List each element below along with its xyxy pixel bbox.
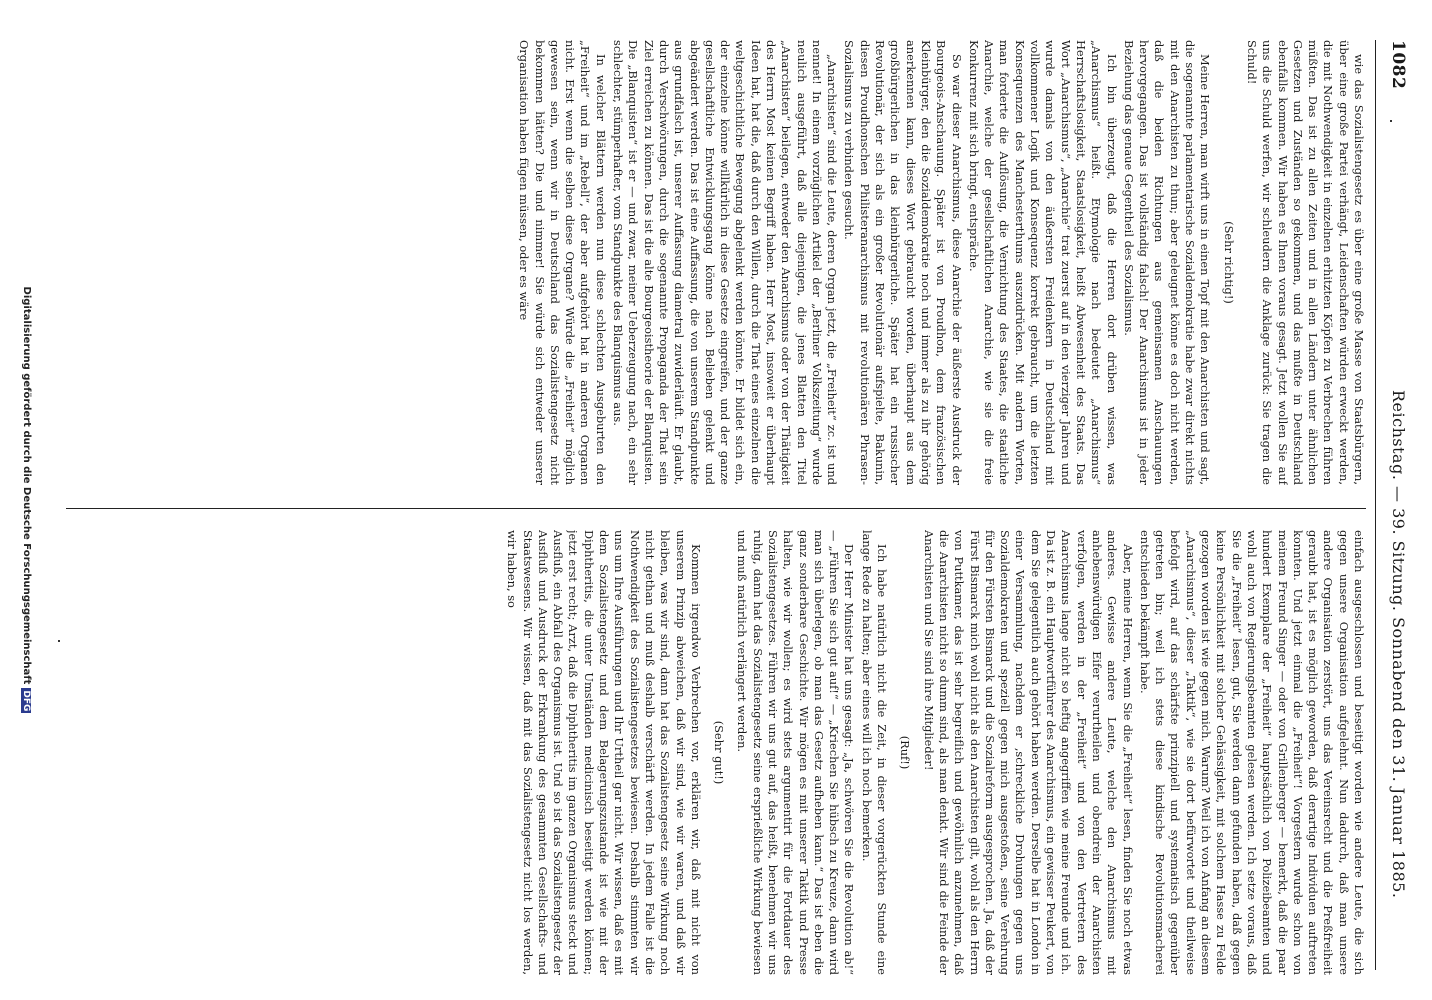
paragraph: So war dieser Anarchismus, diese Anarchie der äußerste Ausdruck der Bourgeois-Anschauung. Später ist von Proudhon, dem französischen Kleinbürger, den die Sozialdemokratie noch und immer als zu ihr gehörig anerkennen kann, dieses Wort gebraucht worden, überhaupt aus dem großbürgerlichen in das kleinbürgerliche. Später hat ein russischer Revolutionär, der sich als ein großer Revolutionär aufspielte, Bakunin, diesen Proudhonschen Philisteranarchismus mit revolutionären Phrasen-Sozialismus zu verbinden gesucht. bbox=[842, 40, 964, 485]
paragraph: wie das Sozialistengesetz es über eine große Masse von Staatsbürgern, über eine große Partei verhängt, Leidenschaften würden erweckt werden, die mit Nothwendigkeit in einzelnen erhitzten Köpfen zu Verbrechen führen müßten. Das ist zu allen Zeiten und in allen Ländern unter ähnlichen Gesetzen und Zuständen so gekommen, und das mußte in Deutschland ebenfalls kommen. Wir haben es Ihnen voraus gesagt. Jetzt wollen Sie auf uns die Schuld werfen, wir schleudern die Anklage zurück: Sie tragen die Schuld! bbox=[1244, 40, 1366, 485]
column-divider bbox=[66, 508, 1366, 509]
text-column-left bbox=[56, 40, 1366, 485]
paragraph: einfach ausgeschlossen und beseitigt worden wie andere Leute, die sich gegen unsere Organisation aufgelehnt. Nun dadurch, daß man unsere andere Organisation zerstört, uns das Vereinsrecht und die Preßfreiheit geraubt hat, ist es möglich geworden, daß derartige Individuen auftreten konnten. Und jetzt einmal die „Freiheit“! Vorgestern wurde schon von meinem Freund Singer — oder von Grillenberger — bemerkt, daß die paar hundert Exemplare der „Freiheit“ hauptsächlich von Polizeibeamten und wohl auch von Regierungsbeamten gelesen werden. Ich setze voraus, daß Sie die „Freiheit“ lesen, gut, Sie werden dann gefunden haben, daß gegen keine Persönlichkeit mit solcher Gehässigkeit, mit solchem Hasse zu Felde gezogen worden ist wie gegen mich. Warum? Weil ich von Anfang an diesem „Anarchismus“, dieser „Taktik“, wie sie dort befürwortet und theilweise befolgt wird, auf das schärfste prinzipiell und systematisch gegenüber getreten bin; weil ich stets diese kindische Revolutionsmacherei entschieden bekämpft habe. bbox=[1137, 530, 1366, 975]
page-number: 1082 bbox=[1388, 40, 1408, 90]
paragraph: Ich bin überzeugt, daß die Herren dort drüben wissen, was „Anarchismus“ heißt. Etymologie nach bedeutet „Anarchismus“ Herrschaftslosigkeit, Staatslosigkeit, heißt Abwesenheit des Staats. Das Wort „Anarchismus“, „Anarchie“ trat zuerst auf in den vierziger Jahren und wurde damals von den äußersten Freidenkern in Deutschland mit vollkommener Logik und Konsequenz korrekt gebraucht, um die letzten Konsequenzen des Manchesterthums auszudrücken. Mit andern Worten, man forderte die Auflösung, die Vernichtung des Staates, die staatliche Anarchie, welche der gesellschaftlichen Anarchie, wie sie die freie Konkurrenz mit sich bringt, entspräche. bbox=[966, 40, 1119, 485]
paragraph: In welcher Blättern werden nun diese schlechten Ausgeburten den „Freiheit“ und im „Rebell“, der aber aufgehört hat in anderen Organen nicht. Erst wenn die selben diese Organe? Würde die „Freiheit“ möglich gewesen sein, wenn wir in Deutschland das Sozialistengesetz nicht bekommen hätten? Die und nimmer! Sie würde sich entweder unserer Organisation haben fügen müssen, oder es wäre bbox=[517, 40, 608, 485]
header-rule bbox=[1375, 40, 1376, 970]
dfg-logo: DFG bbox=[21, 690, 31, 712]
scan-speck bbox=[1390, 120, 1392, 122]
page-header bbox=[1374, 40, 1414, 970]
interjection-note: (Ruf!) bbox=[898, 735, 913, 770]
paragraph: Kommen irgendwo Verbrechen vor, erklären wir, daß mit nicht von unserem Prinzip abweichen, daß wir sind, wie wir waren, und daß wir bleiben, was wir sind, dann hat das Sozialistengesetz seine Wirkung noch nicht gethan und muß deshalb verschärft werden. In jedem Falle ist die Nothwendigkeit des Sozialistengesetzes bewiesen. Deshalb stimmten wir uns um Ihre Ausführungen und Ihr Urtheil gar nicht. Wir wissen, daß es mit dem Sozialistengesetz und dem Belagerungszustande ist wie mit der Diphtheritis, die unter Umständen medicinisch beseitigt werden können; jetzt erst recht; Arzt, daß die Diphtheritis im ganzen Organismus steckt und Ausfluß, ein Abfall des Organismus ist. Und so ist das Sozialistengesetz der Ausfluß und Ausdruck der Erkrankung des gesammten Gesellschafts- und Staatswesens. Wir wissen, daß mit das Sozialistengesetz nicht los werden, wir haben, so bbox=[505, 530, 703, 975]
paragraph: Der Herr Minister hat uns gesagt: „Ja, schwören Sie die Revolution ab!“ — „Führen Sie sich gut auf!“ — „Kriechen Sie hübsch zu Kreuze, dann wird man sich überlegen, ob man das Gesetz aufheben kann.“ Das ist eben die ganz sonderbare Geschichte. Wir mögen es mit unserer Taktik und Presse halten, wie wir wollen; es wird stets argumentirt für die Fortdauer des Sozialistengesetzes. Führen wir uns gut auf, das heißt, benehmen wir uns ruhig, dann hat das Sozialistengesetz seine ersprießliche Wirkung bewiesen und muß natürlich verlängert werden. bbox=[735, 530, 857, 975]
paragraph: Meine Herren, man wirft uns in einen Topf mit den Anarchisten und sagt, die sogenannte parlamentarische Sozialdemokratie habe zwar direkt nichts mit den Anarchisten zu thun; aber geleugnet könne es doch nicht werden, daß die beiden Richtungen aus gemeinsamen Anschauungen hervorgegangen. Das ist vollständig falsch! Der Anarchismus ist in jeder Beziehung das genaue Gegentheil des Sozialismus. bbox=[1121, 40, 1213, 485]
scan-speck bbox=[58, 640, 60, 642]
digitization-footer bbox=[21, 0, 32, 1000]
paragraph: Ich habe natürlich nicht die Zeit, in dieser vorgerückten Stunde eine lange Rede zu halten; aber eines will ich noch bemerken. bbox=[859, 530, 890, 975]
paragraph: Aber, meine Herren, wenn Sie die „Freiheit“ lesen, finden Sie noch etwas anderes. Gewisse andere Leute, welche den Anarchismus mit anhebenswürdigen Eifer verurtheilen und obendrein der Anarchisten verfolgen, werden in der „Freiheit“ und von den Vertretern des Anarchismus lange nicht so heftig angegriffen wie meine Freunde und ich. Da ist z. B. ein Hauptwortführer des Anarchismus, ein gewisser Peukert, von dem Sie gelegentlich auch gehört haben werden. Derselbe hat in London in einer Versammlung, nachdem er ‚schreckliche Drohungen gegen uns Sozialdemokraten und speziell gegen mich ausgestoßen, seine Verehrung für den Fürsten Bismarck und die Sozialreform ausgesprochen. Ja, daß der Fürst Bismarck mich wohl nicht als den Anarchisten gilt, wohl als den Herrn von Puttkamer, das ist sehr begreiflich und gewöhnlich anzunehmen, daß die Anarchisten nicht so dumm sind, als man denkt. Wir sind die Feinde der Anarchisten und Sie sind ihre Mitglieder! bbox=[921, 530, 1135, 975]
paragraph: „Anarchisten“ sind die Leute, deren Organ jetzt, die „Freiheit“ zc. ist und nennet! In einem vorzüglichen Artikel der „Berliner Volkszeitung“ wurde neulich ausgeführt, daß alle diejenigen, die jenes Blatten den Titel „Anarchisten“ beilegen, entweder den Anarchismus oder von der Thätigkeit des Herrn Most keinen Begriff haben. Herr Most, insoweit er überhaupt Ideen hat, hat die, daß durch den Willen, durch die That eines einzelnen die weltgeschichtliche Bewegung abgelenkt werden könnte. Er bildet sich ein, der einzelne könne willkürlich in diese Gesetze eingreifen, und der ganze gesellschaftliche Entwicklungsgang könne nach Belieben gelenkt und abgeändert werden. Das ist eine Auffassung, die von unserem Standpunkte aus grundfalsch ist, unserer Auffassung diametral zuwiderläuft. Er glaubt, durch Verschwörungen, durch die sogenannte Propaganda der That sein Ziel erreichen zu können. Das ist die alte Bourgeoistheorie der Blanquisten. Die „Blanquisten“ ist er — und zwar, meiner Ueberzeugung nach, ein sehr schlechter, stümperhafter, vom Standpunkte des Blanquismus aus. bbox=[611, 40, 840, 485]
interjection-note: (Sehr richtig!) bbox=[1221, 221, 1236, 304]
footer-credit: Digitalisierung gefördert durch die Deutsche Forschungsgemeinschaft bbox=[21, 286, 32, 685]
page-running-title: Reichstag. — 39. Sitzung. Sonnabend den 31. Januar 1885. bbox=[1389, 390, 1408, 899]
text-column-right bbox=[56, 530, 1366, 975]
interjection-note: (Sehr gut!) bbox=[712, 720, 727, 785]
